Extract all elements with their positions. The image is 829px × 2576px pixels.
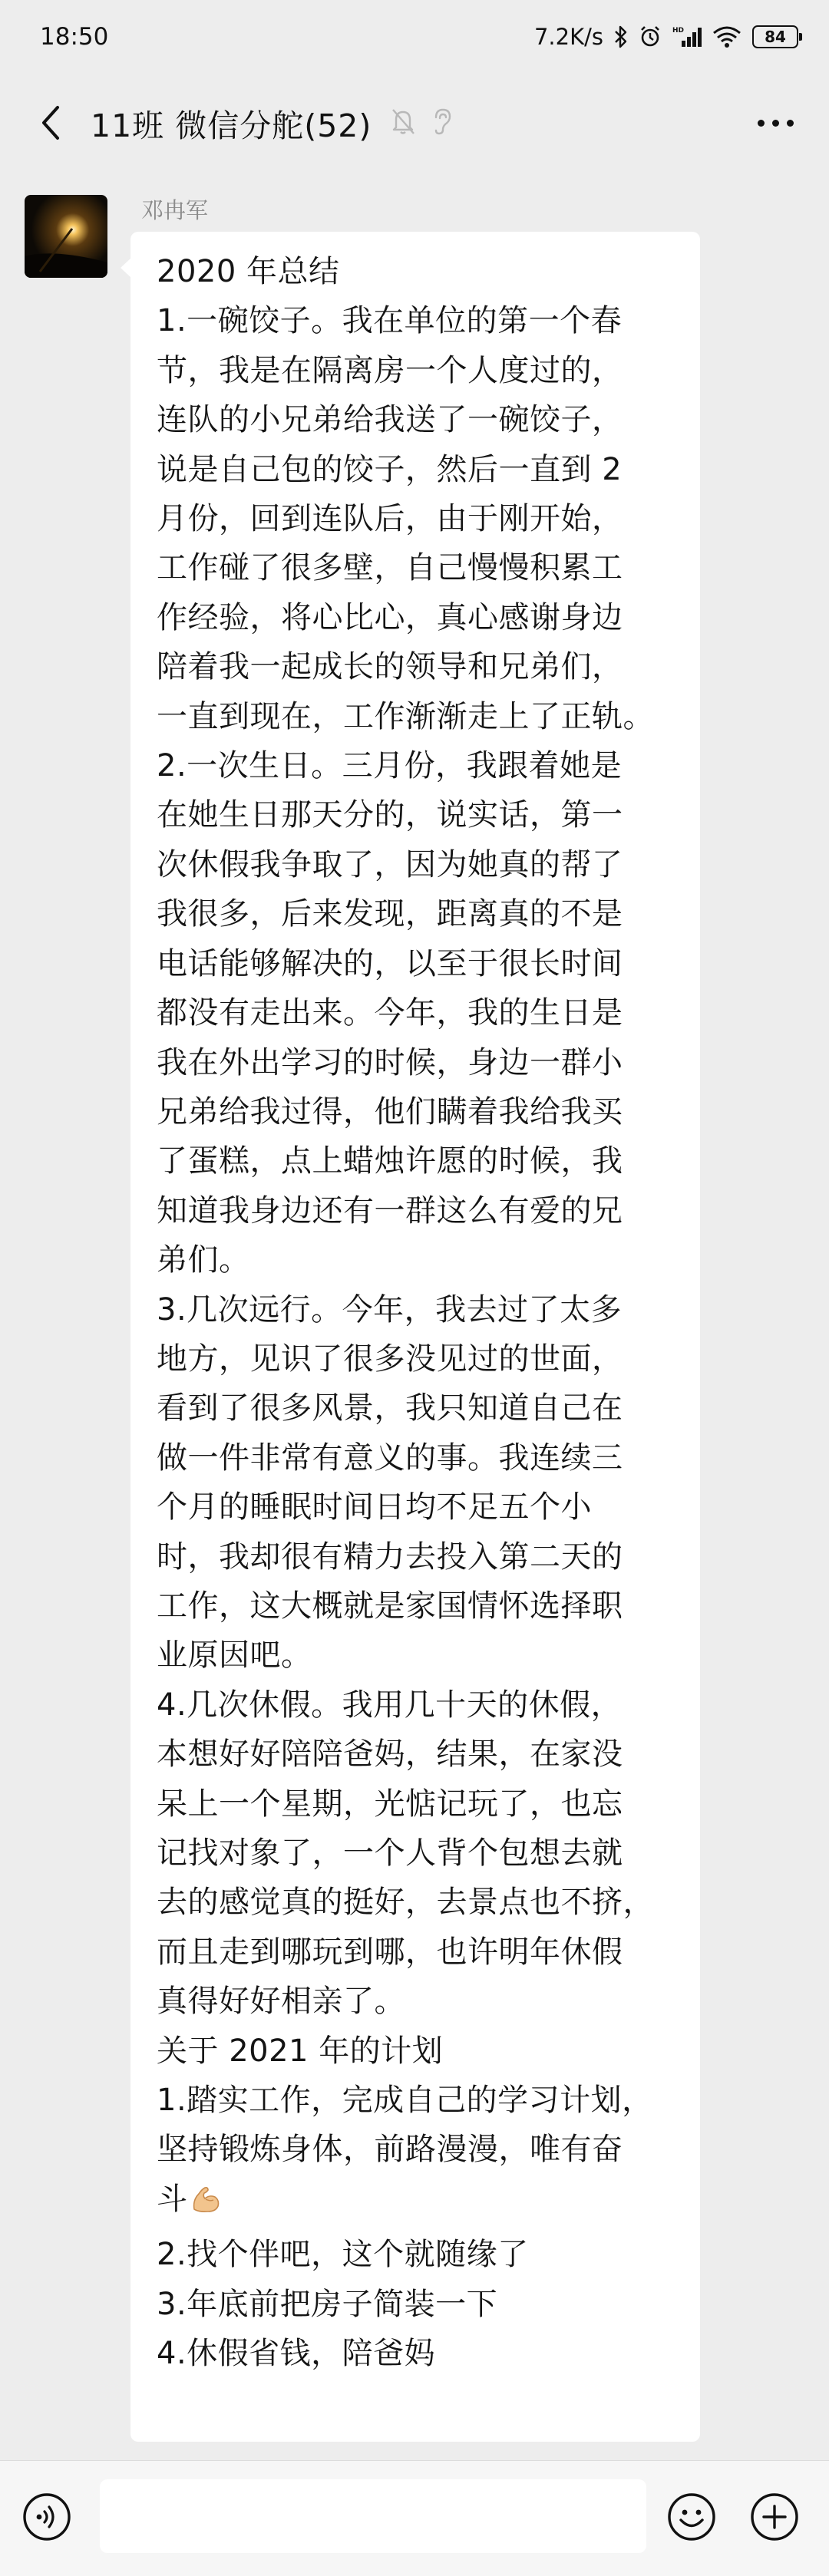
- message-line: 次休假我争取了，因为她真的帮了: [157, 846, 623, 882]
- message-line: 2020 年总结: [157, 254, 340, 289]
- message-line: 一直到现在，工作渐渐走上了正轨。: [157, 698, 654, 734]
- message-line: 4.几次休假。我用几十天的休假，: [157, 1687, 623, 1723]
- chat-title: 11班 微信分舵(52): [91, 107, 372, 144]
- svg-text:HD: HD: [672, 27, 685, 35]
- bluetooth-icon: [614, 25, 628, 48]
- flexed-biceps-icon: [190, 2181, 222, 2230]
- message-line: [157, 2175, 683, 2230]
- sender-name: 邓冉军: [141, 197, 209, 223]
- chevron-left-icon: [39, 104, 62, 141]
- message-line-text: 斗: [157, 2181, 188, 2217]
- message-line: 地方，见识了很多没见过的世面，: [157, 1341, 623, 1377]
- message-line: 电话能够解决的，以至于很长时间: [157, 945, 623, 981]
- status-time: 18:50: [40, 23, 109, 51]
- avatar[interactable]: [25, 195, 107, 278]
- message-line: 都没有走出来。今年，我的生日是: [157, 995, 623, 1031]
- voice-input-button[interactable]: [21, 2492, 72, 2545]
- mute-bell-icon: [390, 107, 416, 139]
- message-line: 看到了很多风景，我只知道自己在: [157, 1390, 623, 1427]
- message-line: 兄弟给我过得，他们瞒着我给我买: [157, 1093, 623, 1130]
- message-line: 1.一碗饺子。我在单位的第一个春: [157, 303, 623, 339]
- message-line: 工作，这大概就是家国情怀选择职: [157, 1588, 623, 1624]
- message-line: 月份，回到连队后，由于刚开始，: [157, 501, 623, 537]
- chat-input-bar: [0, 2460, 829, 2576]
- alarm-icon: [639, 25, 662, 48]
- message-line: 真得好好相亲了。: [157, 1984, 405, 2020]
- smiley-icon: [666, 2492, 717, 2542]
- chat-header: [0, 74, 829, 172]
- ear-icon: [430, 107, 453, 139]
- message-line: 做一件非常有意义的事。我连续三: [157, 1440, 623, 1476]
- message-line: 说是自己包的饺子，然后一直到 2: [157, 451, 623, 487]
- message-line: 连队的小兄弟给我送了一碗饺子，: [157, 402, 623, 438]
- message-line: 关于 2021 年的计划: [157, 2033, 444, 2069]
- message-line: 知道我身边还有一群这么有爱的兄: [157, 1192, 623, 1229]
- plus-icon: [749, 2492, 800, 2542]
- cellular-signal-icon: [672, 25, 702, 48]
- message-line: 而且走到哪玩到哪，也许明年休假: [157, 1934, 623, 1970]
- message-line: 我很多，后来发现，距离真的不是: [157, 896, 623, 932]
- status-bar: [0, 0, 829, 74]
- message-line: 去的感觉真的挺好，去景点也不挤，: [157, 1885, 654, 1921]
- net-speed: 7.2K/s: [533, 24, 603, 50]
- message-line: 弟们。: [157, 1242, 250, 1278]
- message-line: 3.几次远行。今年，我去过了太多: [157, 1291, 623, 1328]
- message-line: 2.一次生日。三月份，我跟着她是: [157, 748, 623, 784]
- message-line: 了蛋糕，点上蜡烛许愿的时候，我: [157, 1143, 623, 1179]
- message-line: 陪着我一起成长的领导和兄弟们，: [157, 649, 623, 685]
- message-line: 我在外出学习的时候，身边一群小: [157, 1044, 623, 1080]
- back-button[interactable]: [28, 100, 74, 146]
- more-actions-button[interactable]: [749, 2492, 800, 2545]
- more-options-button[interactable]: [750, 112, 801, 134]
- message-line: 呆上一个星期，光惦记玩了，也忘: [157, 1786, 623, 1822]
- message-line: 时，我却很有精力去投入第二天的: [157, 1539, 623, 1575]
- message-bubble[interactable]: [130, 232, 700, 2442]
- emoji-button[interactable]: [666, 2492, 717, 2545]
- message-line: 业原因吧。: [157, 1638, 312, 1674]
- message-input[interactable]: [100, 2479, 646, 2553]
- message-line: 4.休假省钱，陪爸妈: [157, 2336, 436, 2372]
- voice-icon: [21, 2492, 72, 2542]
- message-line: 作经验，将心比心，真心感谢身边: [157, 599, 623, 635]
- status-icons: [534, 24, 798, 50]
- message-line: 3.年底前把房子简装一下: [157, 2286, 498, 2322]
- message-line: 节，我是在隔离房一个人度过的，: [157, 352, 623, 388]
- wifi-icon: [712, 25, 741, 48]
- message-line: 坚持锻炼身体，前路漫漫，唯有奋: [157, 2132, 623, 2168]
- message-line: 2.找个伴吧，这个就随缘了: [157, 2237, 529, 2273]
- battery-icon: 84: [752, 25, 798, 48]
- message-line: 记找对象了，一个人背个包想去就: [157, 1836, 623, 1871]
- message-line: 1.踏实工作，完成自己的学习计划，: [157, 2083, 653, 2119]
- message-line: 个月的睡眠时间日均不足五个小: [157, 1489, 592, 1525]
- message-line: 工作碰了很多壁，自己慢慢积累工: [157, 550, 623, 586]
- message-line: 在她生日那天分的，说实话，第一: [157, 797, 623, 833]
- message-line: 本想好好陪陪爸妈，结果，在家没: [157, 1737, 623, 1773]
